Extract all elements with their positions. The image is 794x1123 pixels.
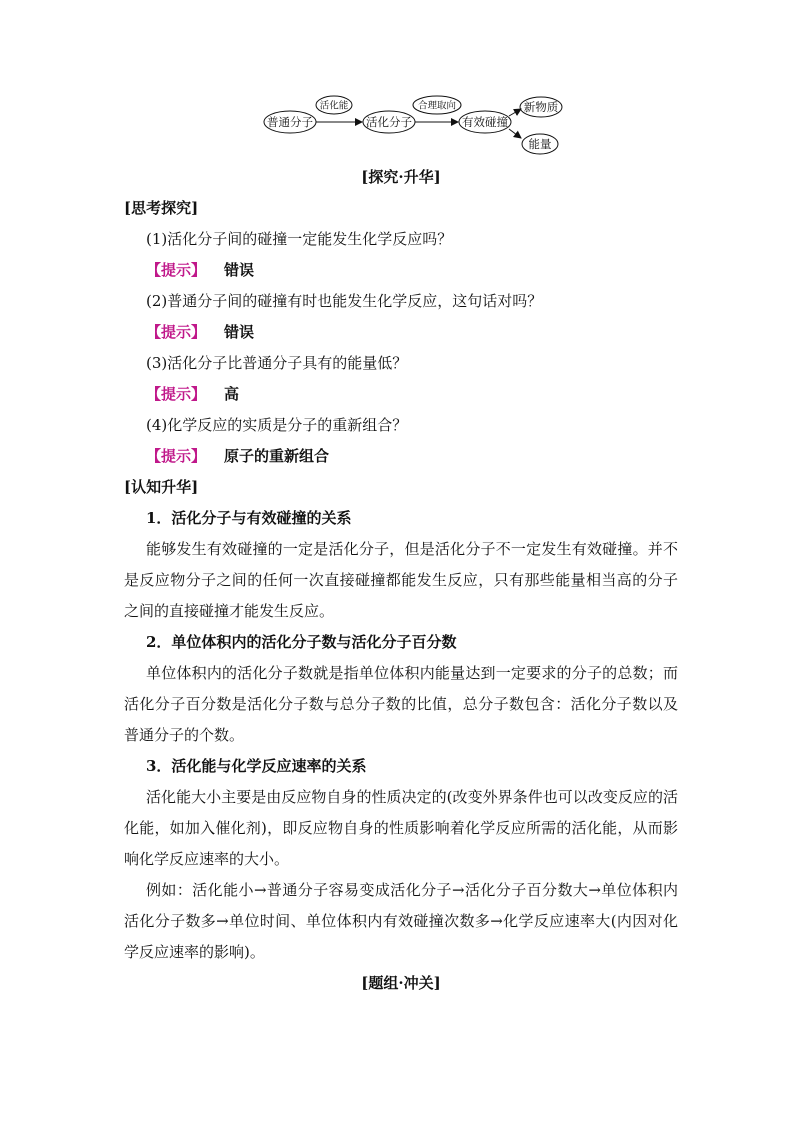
hint-row-1 — [124, 255, 678, 286]
question-4: (4)化学反应的实质是分子的重新组合？ — [146, 416, 408, 434]
section-practice-title: [题组·冲关] — [361, 974, 441, 992]
node-activated-molecule-label: 活化分子 — [366, 115, 412, 129]
hint-tag: 【提示】 — [146, 261, 207, 279]
question-1: (1)活化分子间的碰撞一定能发生化学反应吗？ — [146, 230, 453, 248]
activation-flow-diagram — [250, 92, 570, 162]
question-2: (2)普通分子间的碰撞有时也能发生化学反应，这句话对吗？ — [146, 292, 543, 310]
hint-tag: 【提示】 — [146, 323, 207, 341]
point-paragraph-1: 能够发生有效碰撞的一定是活化分子，但是活化分子不一定发生有效碰撞。并不是反应物分子之间的任何一次直接碰撞都能发生反应，只有那些能量相当高的分子之间的直接碰撞才能发生反应。 — [124, 540, 678, 620]
point-paragraph-2: 单位体积内的活化分子数就是指单位体积内能量达到一定要求的分子的总数；而活化分子百分数是活化分子数与总分子数的比值，总分子数包含：活化分子数以及普通分子的个数。 — [124, 664, 678, 744]
point-heading-3: 3．活化能与化学反应速率的关系 — [146, 757, 367, 775]
edge-activation-energy-label: 活化能 — [319, 100, 349, 112]
hint-row-4 — [124, 441, 678, 472]
node-energy-label: 能量 — [528, 137, 552, 151]
edge-orientation-label: 合理取向 — [417, 100, 457, 112]
hint-row-3 — [124, 379, 678, 410]
hint-answer: 错误 — [224, 261, 255, 279]
hint-answer: 错误 — [224, 323, 255, 341]
point-heading-2: 2．单位体积内的活化分子数与活化分子百分数 — [146, 633, 457, 651]
hint-answer: 原子的重新组合 — [224, 447, 330, 465]
node-new-substance-label: 新物质 — [523, 100, 559, 114]
point-heading-1: 1．活化分子与有效碰撞的关系 — [146, 509, 352, 527]
section-cognition-title: [认知升华] — [124, 478, 199, 496]
section-think-title: [思考探究] — [124, 199, 199, 217]
arrow-to-new-substance — [509, 109, 521, 116]
arrow-to-energy — [509, 129, 521, 138]
hint-row-2 — [124, 317, 678, 348]
question-3: (3)活化分子比普通分子具有的能量低？ — [146, 354, 408, 372]
point-paragraph-4: 例如：活化能小→普通分子容易变成活化分子→活化分子百分数大→单位体积内活化分子数多→单位时间、单位体积内有效碰撞次数多→化学反应速率大(内因对化学反应速率的影响)。 — [124, 881, 678, 961]
point-paragraph-3: 活化能大小主要是由反应物自身的性质决定的(改变外界条件也可以改变反应的活化能，如加入催化剂)，即反应物自身的性质影响着化学反应所需的活化能，从而影响化学反应速率的大小。 — [124, 788, 678, 868]
node-effective-collision-label: 有效碰撞 — [462, 115, 508, 129]
hint-tag: 【提示】 — [146, 447, 207, 465]
hint-tag: 【提示】 — [146, 385, 207, 403]
document-body — [124, 162, 678, 999]
hint-answer: 高 — [224, 385, 240, 403]
flow-diagram-svg — [250, 92, 570, 162]
section-explore-title: [探究·升华] — [361, 168, 441, 186]
node-ordinary-molecule-label: 普通分子 — [267, 115, 313, 129]
